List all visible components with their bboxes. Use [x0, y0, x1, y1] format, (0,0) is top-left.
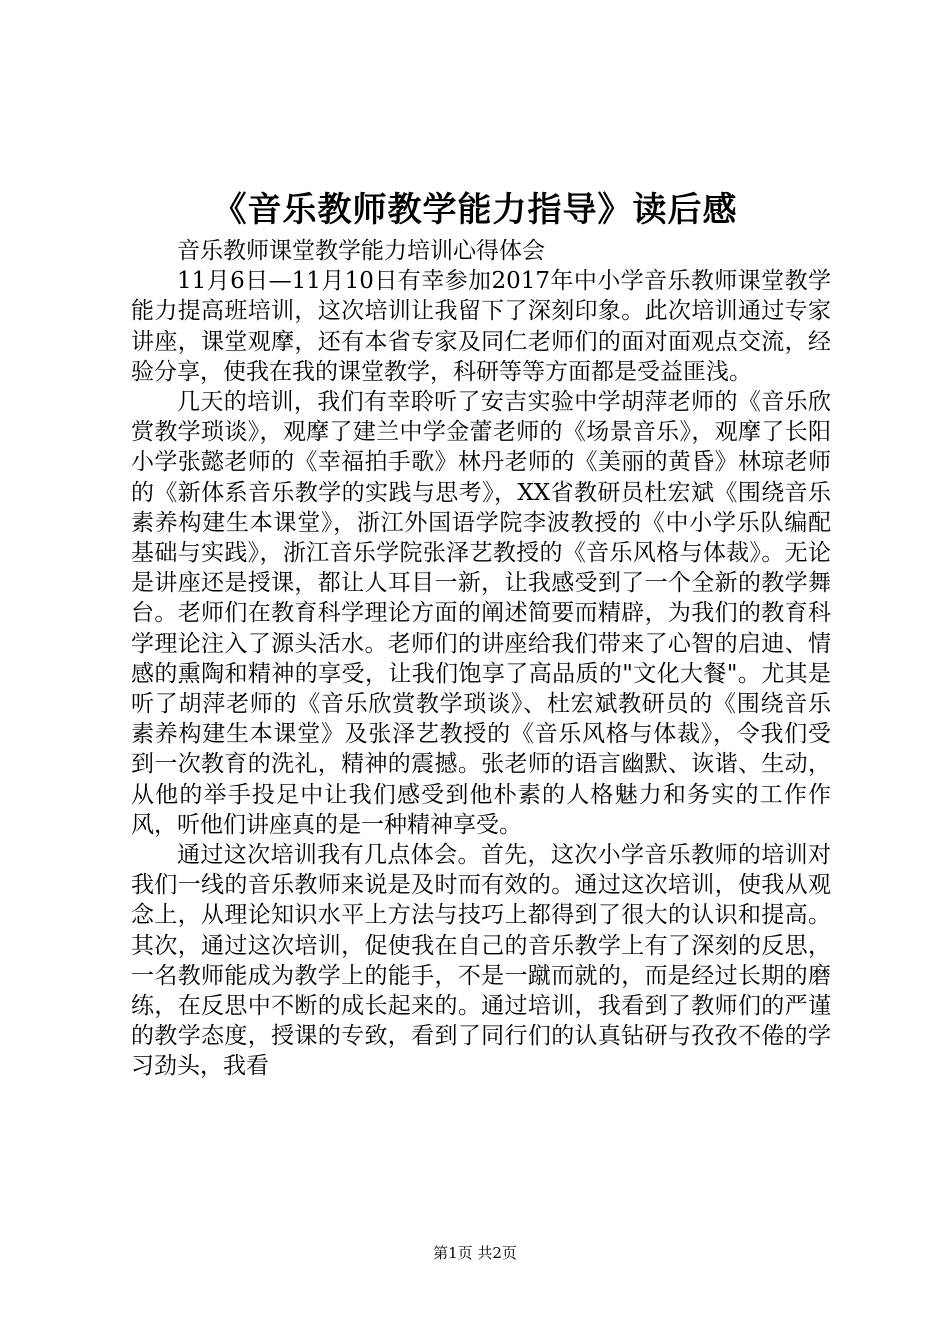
- paragraph: 11月6日—11月10日有幸参加2017年中小学音乐教师课堂教学能力提高班培训，这次培训让我留下了深刻印象。此次培训通过专家讲座，课堂观摩，还有本省专家及同仁老师们的面对面观点交流，经验分享，使我在我的课堂教学，科研等等方面都是受益匪浅。: [131, 268, 831, 385]
- document-title: 《音乐教师教学能力指导》读后感: [212, 190, 738, 230]
- document-body: [131, 236, 831, 1082]
- page-number-footer: 第1页 共2页: [433, 1244, 517, 1262]
- document-subtitle: 音乐教师课堂教学能力培训心得体会: [177, 238, 545, 264]
- paragraph: 通过这次培训我有几点体会。首先，这次小学音乐教师的培训对我们一线的音乐教师来说是及时而有效的。通过这次培训，使我从观念上，从理论知识水平上方法与技巧上都得到了很大的认识和提高。其次，通过这次培训，促使我在自己的音乐教学上有了深刻的反思，一名教师能成为教学上的能手，不是一蹴而就的，而是经过长期的磨练，在反思中不断的成长起来的。通过培训，我看到了教师们的严谨的教学态度，授课的专致，看到了同行们的认真钻研与孜孜不倦的学习劲头，我看: [131, 842, 831, 1080]
- paragraph: 几天的培训，我们有幸聆听了安吉实验中学胡萍老师的《音乐欣赏教学琐谈》，观摩了建兰中学金蕾老师的《场景音乐》，观摩了长阳小学张懿老师的《幸福拍手歌》林丹老师的《美丽的黄昏》林琼老师的《新体系音乐教学的实践与思考》，XX省教研员杜宏斌《围绕音乐素养构建生本课堂》，浙江外国语学院李波教授的《中小学乐队编配基础与实践》，浙江音乐学院张泽艺教授的《音乐风格与体裁》。无论是讲座还是授课，都让人耳目一新，让我感受到了一个全新的教学舞台。老师们在教育科学理论方面的阐述简要而精辟，为我们的教育科学理论注入了源头活水。老师们的讲座给我们带来了心智的启迪、情感的熏陶和精神的享受，让我们饱享了高品质的"文化大餐"。尤其是听了胡萍老师的《音乐欣赏教学琐谈》、杜宏斌教研员的《围绕音乐素养构建生本课堂》及张泽艺教授的《音乐风格与体裁》，令我们受到一次教育的洗礼，精神的震撼。张老师的语言幽默、诙谐、生动，从他的举手投足中让我们感受到他朴素的人格魅力和务实的工作作风，听他们讲座真的是一种精神享受。: [131, 389, 831, 838]
